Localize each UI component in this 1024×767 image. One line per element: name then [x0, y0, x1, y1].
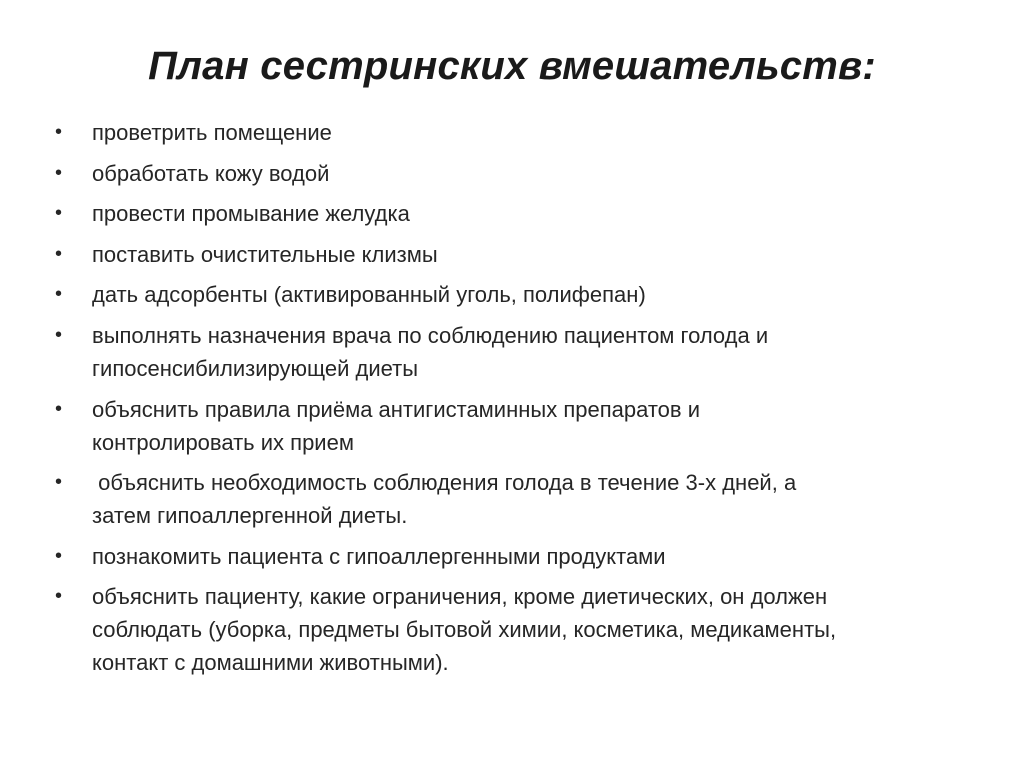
bullet-icon: • [55, 397, 63, 420]
list-item [55, 466, 995, 532]
list-item-text: выполнять назначения врача по соблюдению пациентом голода и гипосенсибилизирующей диеты [92, 322, 769, 381]
bullet-icon: • [55, 242, 63, 265]
list-item [55, 540, 995, 573]
list-item [55, 580, 995, 679]
bullet-icon: • [55, 471, 63, 494]
list-item-text: проветрить помещение [92, 120, 332, 145]
bullet-icon: • [55, 121, 63, 143]
list-item-text: дать адсорбенты (активированный уголь, полифепан) [92, 282, 646, 308]
intervention-list [55, 116, 995, 687]
list-item-text: поставить очистительные клизмы [92, 241, 438, 267]
list-item [55, 157, 995, 190]
list-item-text: объяснить необходимость соблюдения голода в течение 3-х дней, а затем гипоаллергенной диеты. [92, 470, 797, 529]
bullet-icon: • [55, 585, 63, 608]
list-item [55, 197, 995, 230]
list-item [55, 319, 995, 385]
list-item [55, 278, 995, 311]
list-item [55, 238, 995, 271]
slide-title: План сестринских вмешательств: [148, 44, 876, 88]
list-item-text: познакомить пациента с гипоаллергенными продуктами [92, 543, 666, 569]
list-item-text: объяснить пациенту, какие ограничения, кроме диетических, он должен соблюдать (уборка, предметы бытовой химии, косметика, медикаменты, контакт с домашними животными). [92, 584, 837, 676]
list-item-text: объяснить правила приёма антигистаминных препаратов и контролировать их прием [92, 396, 700, 455]
bullet-icon: • [55, 283, 63, 306]
list-item [55, 116, 995, 149]
list-item-text: обработать кожу водой [92, 160, 330, 186]
bullet-icon: • [55, 202, 63, 225]
list-item-text: провести промывание желудка [92, 201, 410, 227]
bullet-icon: • [55, 323, 63, 346]
bullet-icon: • [55, 161, 63, 184]
bullet-icon: • [55, 544, 63, 567]
list-item [55, 393, 995, 459]
